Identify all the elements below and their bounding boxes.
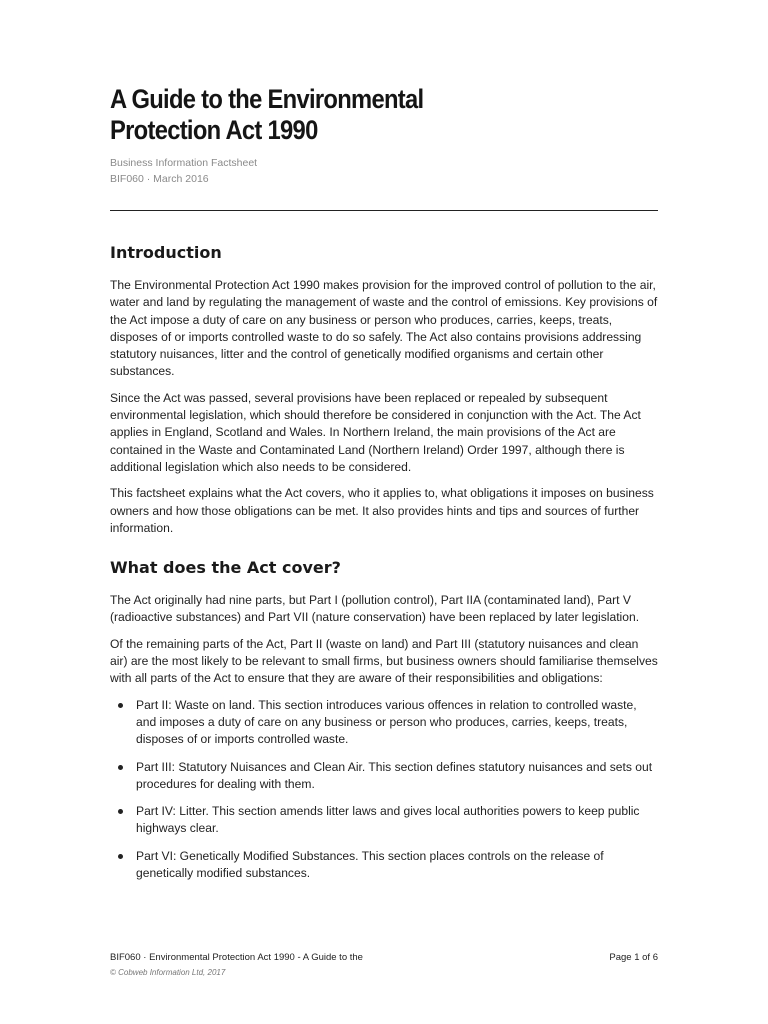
header-divider xyxy=(110,210,658,211)
factsheet-label: Business Information Factsheet xyxy=(110,157,258,169)
list-item-text: Part VI: Genetically Modified Substances. This section places controls on the release of genetically modified substances. xyxy=(136,848,604,881)
copyright-notice: © Cobweb Information Ltd, 2017 xyxy=(110,968,226,977)
cover-paragraph-2: Of the remaining parts of the Act, Part II (waste on land) and Part III (statutory nuisances and clean air) are the most likely to be relevant to small firms, but business owners should familiarise themselves with all parts of the Act to ensure that they are aware of their responsibilities and obligations: xyxy=(110,636,658,686)
section-heading-act-cover: What does the Act cover? xyxy=(110,558,341,578)
list-item-text: Part IV: Litter. This section amends litter laws and gives local authorities powers to keep public highways clear. xyxy=(136,804,640,836)
intro-paragraph-3: This factsheet explains what the Act covers, who it applies to, what obligations it imposes on business owners and how those obligations can be met. It also provides hints and tips and sources of further information. xyxy=(110,486,654,535)
intro-paragraph-1: The Environmental Protection Act 1990 makes provision for the improved control of pollution to the air, water and land by regulating the management of waste and the control of emissions. Key provisions of the Act impose a duty of care on any business or person who produces, carries, keeps, treats, disposes of or imports controlled waste to do so safely. The Act also contains provisions addressing statutory nuisances, litter and the control of genetically modified organisms and certain other substances. xyxy=(110,278,658,379)
intro-paragraph-2: Since the Act was passed, several provisions have been replaced or repealed by subsequent environmental legislation, which should therefore be considered in conjunction with the Act. The Act applies in England, Scotland and Wales. In Northern Ireland, the main provisions of the Act are contained in the Waste and Contaminated Land (Northern Ireland) Order 1997, although there is additional legislation which also needs to be considered. xyxy=(110,390,641,474)
bullet-icon xyxy=(118,854,123,859)
section-heading-introduction: Introduction xyxy=(110,243,222,262)
factsheet-reference: BIF060 · March 2016 xyxy=(110,173,209,185)
document-subtitle xyxy=(110,155,257,187)
list-item xyxy=(110,759,658,794)
list-item xyxy=(110,803,658,838)
document-title xyxy=(110,84,423,146)
act-parts-list xyxy=(110,697,658,883)
title-line-1: A Guide to the Environmental xyxy=(110,84,424,114)
list-item-text: Part III: Statutory Nuisances and Clean Air. This section defines statutory nuisances and sets out procedures for dealing with them. xyxy=(136,759,653,791)
footer-document-title: BIF060 · Environmental Protection Act 1990 - A Guide to the xyxy=(110,952,363,963)
bullet-icon xyxy=(118,703,123,708)
page-number: Page 1 of 6 xyxy=(609,952,658,963)
bullet-icon xyxy=(118,809,123,814)
title-line-2: Protection Act 1990 xyxy=(110,115,318,145)
list-item xyxy=(110,848,658,883)
document-body xyxy=(110,242,658,892)
list-item xyxy=(110,697,658,749)
bullet-icon xyxy=(118,765,123,770)
cover-paragraph-1: The Act originally had nine parts, but Part I (pollution control), Part IIA (contaminated land), Part V (radioactive substances) and Part VII (nature conservation) have been replaced by later legislation. xyxy=(110,593,640,625)
list-item-text: Part II: Waste on land. This section introduces various offences in relation to controlled waste, and imposes a duty of care on any business or person who produces, carries, keeps, treats, disposes of or imports controlled waste. xyxy=(136,697,637,747)
